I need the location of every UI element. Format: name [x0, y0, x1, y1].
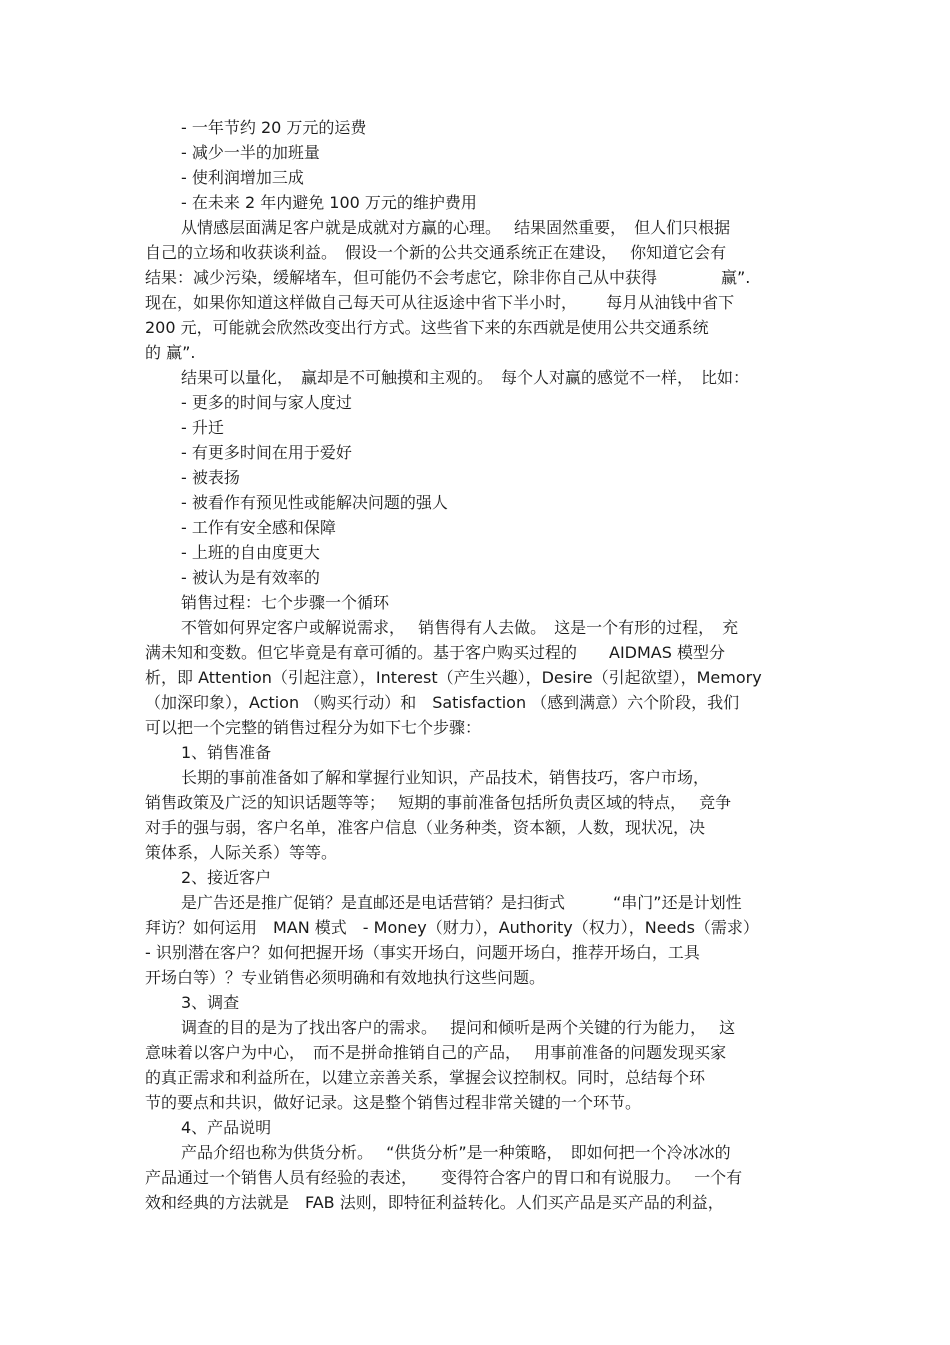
- bullet-item: - 工作有安全感和保障: [181, 518, 336, 537]
- paragraph-line: 可以把一个完整的销售过程分为如下七个步骤：: [145, 718, 482, 737]
- bullet-item: - 被认为是有效率的: [181, 568, 320, 587]
- paragraph-line: 结果可以量化， 赢却是不可触摸和主观的。 每个人对赢的感觉不一样， 比如：: [181, 368, 750, 387]
- paragraph-line: 满未知和变数。但它毕竟是有章可循的。基于客户购买过程的 AIDMAS 模型分: [145, 643, 725, 662]
- paragraph-line: 自己的立场和收获谈利益。 假设一个新的公共交通系统正在建设， 你知道它会有: [145, 243, 727, 262]
- paragraph-line: 销售政策及广泛的知识话题等等； 短期的事前准备包括所负责区域的特点， 竞争: [145, 793, 732, 812]
- paragraph-line: 是广告还是推广促销？是直邮还是电话营销？是扫街式 “串门”还是计划性: [181, 893, 742, 912]
- paragraph-line: 产品介绍也称为供货分析。 “供货分析”是一种策略， 即如何把一个冷冰冰的: [181, 1143, 731, 1162]
- paragraph-line: 开场白等）？专业销售必须明确和有效地执行这些问题。: [145, 968, 546, 987]
- paragraph-line: 对手的强与弱，客户名单，准客户信息（业务种类，资本额，人数，现状况，决: [145, 818, 706, 837]
- bullet-item: - 被表扬: [181, 468, 240, 487]
- section-heading: 销售过程：七个步骤一个循环: [181, 593, 390, 612]
- paragraph-line: - 识别潜在客户？如何把握开场（事实开场白，问题开场白，推荐开场白，工具: [145, 943, 700, 962]
- paragraph-line: 的 赢”.: [145, 343, 196, 362]
- bullet-item: - 使利润增加三成: [181, 168, 304, 187]
- bullet-item: - 一年节约 20 万元的运费: [181, 118, 367, 137]
- paragraph-line: 长期的事前准备如了解和掌握行业知识，产品技术，销售技巧，客户市场，: [181, 768, 710, 787]
- bullet-item: - 上班的自由度更大: [181, 543, 320, 562]
- paragraph-line: 析，即 Attention（引起注意），Interest（产生兴趣），Desire（引起欲望），Memory: [145, 668, 762, 687]
- bullet-item: - 在未来 2 年内避免 100 万元的维护费用: [181, 193, 477, 212]
- bullet-item: - 升迁: [181, 418, 224, 437]
- bullet-item: - 有更多时间在用于爱好: [181, 443, 352, 462]
- step-heading: 4、产品说明: [181, 1118, 272, 1137]
- paragraph-line: 的真正需求和利益所在，以建立亲善关系，掌握会议控制权。同时，总结每个环: [145, 1068, 706, 1087]
- paragraph-line: 从情感层面满足客户就是成就对方赢的心理。 结果固然重要， 但人们只根据: [181, 218, 731, 237]
- bullet-item: - 更多的时间与家人度过: [181, 393, 352, 412]
- paragraph-line: 调查的目的是为了找出客户的需求。 提问和倾听是两个关键的行为能力， 这: [181, 1018, 736, 1037]
- paragraph-line: 拜访？如何运用 MAN 模式 - Money（财力），Authority（权力），Needs（需求）: [145, 918, 759, 937]
- step-heading: 3、调查: [181, 993, 240, 1012]
- bullet-item: - 被看作有预见性或能解决问题的强人: [181, 493, 448, 512]
- bullet-item: - 减少一半的加班量: [181, 143, 320, 162]
- paragraph-line: 现在，如果你知道这样做自己每天可从往返途中省下半小时， 每月从油钱中省下: [145, 293, 735, 312]
- paragraph-line: （加深印象），Action （购买行动）和 Satisfaction （感到满意）六个阶段，我们: [145, 693, 740, 712]
- paragraph-line: 产品通过一个销售人员有经验的表述， 变得符合客户的胃口和有说服力。 一个有: [145, 1168, 743, 1187]
- paragraph-line: 结果：减少污染，缓解堵车，但可能仍不会考虑它，除非你自己从中获得 赢”.: [145, 268, 751, 287]
- step-heading: 2、接近客户: [181, 868, 272, 887]
- paragraph-line: 节的要点和共识，做好记录。这是整个销售过程非常关键的一个环节。: [145, 1093, 642, 1112]
- paragraph-line: 意味着以客户为中心， 而不是拼命推销自己的产品， 用事前准备的问题发现买家: [145, 1043, 727, 1062]
- step-heading: 1、销售准备: [181, 743, 272, 762]
- paragraph-line: 200 元，可能就会欣然改变出行方式。这些省下来的东西就是使用公共交通系统: [145, 318, 709, 337]
- paragraph-line: 不管如何界定客户或解说需求， 销售得有人去做。 这是一个有形的过程， 充: [181, 618, 739, 637]
- paragraph-line: 策体系，人际关系）等等。: [145, 843, 338, 862]
- paragraph-line: 效和经典的方法就是 FAB 法则，即特征利益转化。人们买产品是买产品的利益，: [145, 1193, 724, 1212]
